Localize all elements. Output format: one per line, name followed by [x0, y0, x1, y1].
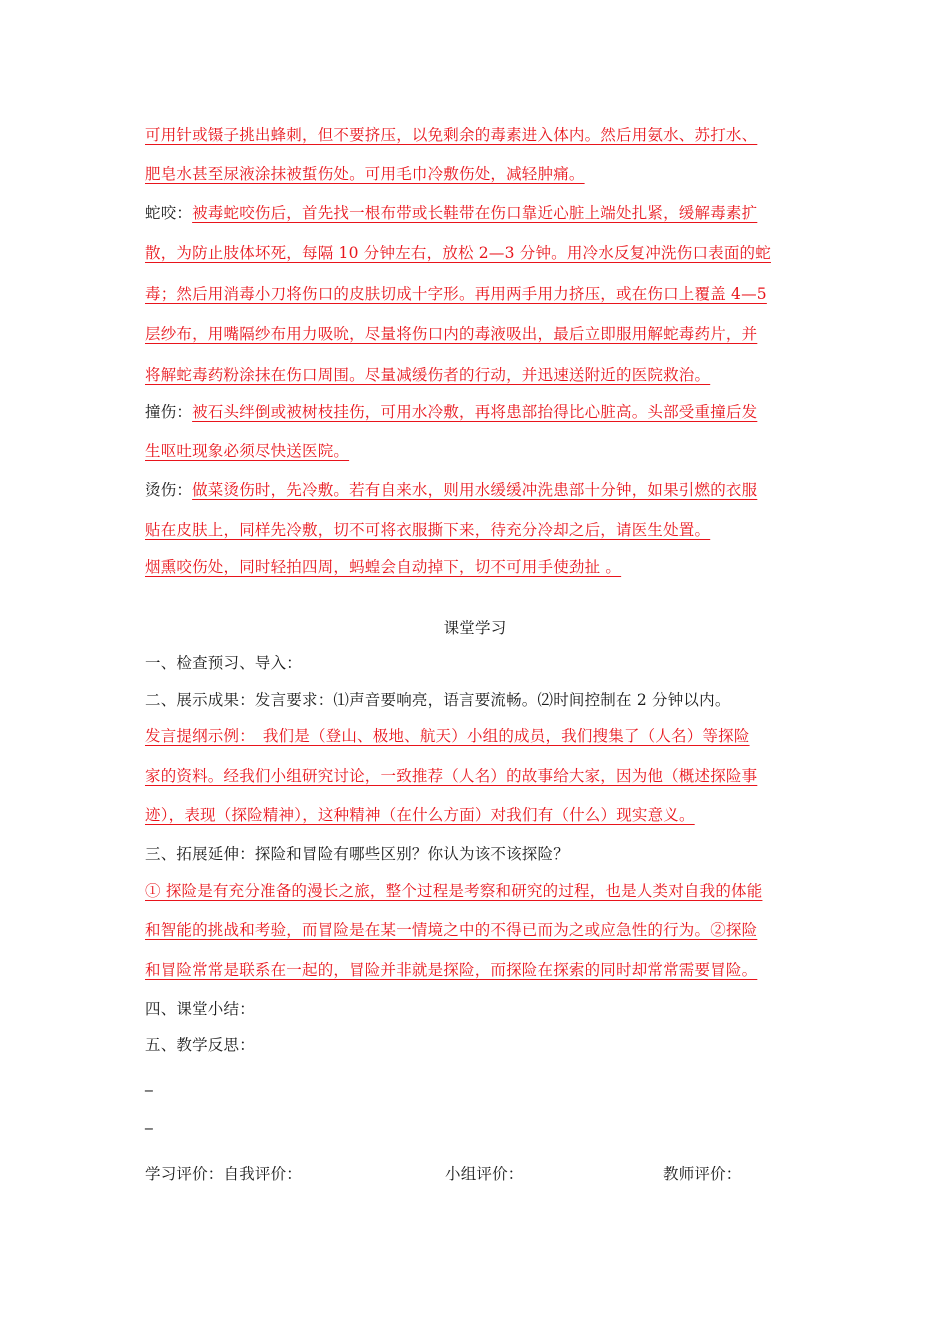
- answer-line-2: 和智能的挑战和考验，而冒险是在某一情境之中的不得已而为之或应急性的行为。②探险: [145, 921, 758, 939]
- evaluation-teacher: 教师评价：: [663, 1165, 742, 1183]
- step-3: 三、拓展延伸：探险和冒险有哪些区别？你认为该不该探险？: [145, 845, 569, 863]
- step-5: 五、教学反思：: [145, 1036, 255, 1054]
- burn-text: 做菜烫伤时，先冷敷。若有自来水，则用水缓缓冲洗患部十分钟，如果引燃的衣服: [192, 481, 758, 499]
- leech-line: 烟熏咬伤处，同时轻拍四周，蚂蝗会自动掉下，切不可用手使劲扯 。: [145, 558, 622, 576]
- snake-bite-line-2: 散，为防止肢体坏死，每隔 10 分钟左右，放松 2—3 分钟。用冷水反复冲洗伤口表面的蛇: [145, 244, 771, 262]
- snake-bite-label: 蛇咬：: [145, 204, 193, 222]
- answer-line-3: 和冒险常常是联系在一起的，冒险并非就是探险，而探险在探索的同时却常常需要冒险。: [145, 961, 758, 979]
- outline-line-1: 发言提纲示例： 我们是（登山、极地、航天）小组的成员，我们搜集了（人名）等探险: [145, 727, 750, 745]
- blank-line-1: _: [145, 1074, 153, 1092]
- answer-line-1: ① 探险是有充分准备的漫长之旅，整个过程是考察和研究的过程，也是人类对自我的体能: [145, 882, 763, 900]
- snake-bite-line-5: 将解蛇毒药粉涂抹在伤口周围。尽量减缓伤者的行动，并迅速送附近的医院救治。: [145, 366, 711, 384]
- bee-sting-line-2: 肥皂水甚至尿液涂抹被蜇伤处。可用毛巾冷敷伤处，减轻肿痛。: [145, 165, 585, 183]
- snake-bite-line-3: 毒；然后用消毒小刀将伤口的皮肤切成十字形。再用两手用力挤压，或在伤口上覆盖 4—5: [145, 285, 767, 303]
- bump-injury-line-2: 生呕吐现象必须尽快送医院。: [145, 442, 350, 460]
- step-1: 一、检查预习、导入：: [145, 654, 303, 672]
- snake-bite-line-4: 层纱布，用嘴隔纱布用力吸吮，尽量将伤口内的毒液吸出，最后立即服用解蛇毒药片，并: [145, 325, 758, 343]
- bee-sting-line-1: 可用针或镊子挑出蜂刺，但不要挤压，以免剩余的毒素进入体内。然后用氨水、苏打水、: [145, 126, 758, 144]
- bump-injury-text: 被石头绊倒或被树枝挂伤，可用水冷敷，再将患部抬得比心脏高。头部受重撞后发: [192, 403, 758, 421]
- snake-bite-line-1: [145, 202, 757, 224]
- burn-line-2: 贴在皮肤上，同样先冷敷，切不可将衣服撕下来，待充分冷却之后，请医生处置。: [145, 521, 711, 539]
- snake-bite-text: 被毒蛇咬伤后，首先找一根布带或长鞋带在伤口靠近心脏上端处扎紧，缓解毒素扩: [192, 204, 758, 222]
- evaluation-group: 小组评价：: [445, 1165, 524, 1183]
- bump-injury-line-1: [145, 401, 757, 423]
- section-title: 课堂学习: [443, 619, 507, 637]
- bump-injury-label: 撞伤：: [145, 403, 193, 421]
- blank-line-2: _: [145, 1112, 153, 1130]
- step-2: 二、展示成果：发言要求：⑴声音要响亮，语言要流畅。⑵时间控制在 2 分钟以内。: [145, 691, 731, 709]
- outline-line-3: 迹），表现（探险精神），这种精神（在什么方面）对我们有（什么）现实意义。: [145, 806, 695, 824]
- burn-label: 烫伤：: [145, 481, 193, 499]
- burn-line-1: [145, 479, 757, 501]
- evaluation-self: 学习评价：自我评价：: [145, 1165, 303, 1183]
- outline-line-2: 家的资料。经我们小组研究讨论，一致推荐（人名）的故事给大家，因为他（概述探险事: [145, 767, 758, 785]
- step-4: 四、课堂小结：: [145, 1000, 255, 1018]
